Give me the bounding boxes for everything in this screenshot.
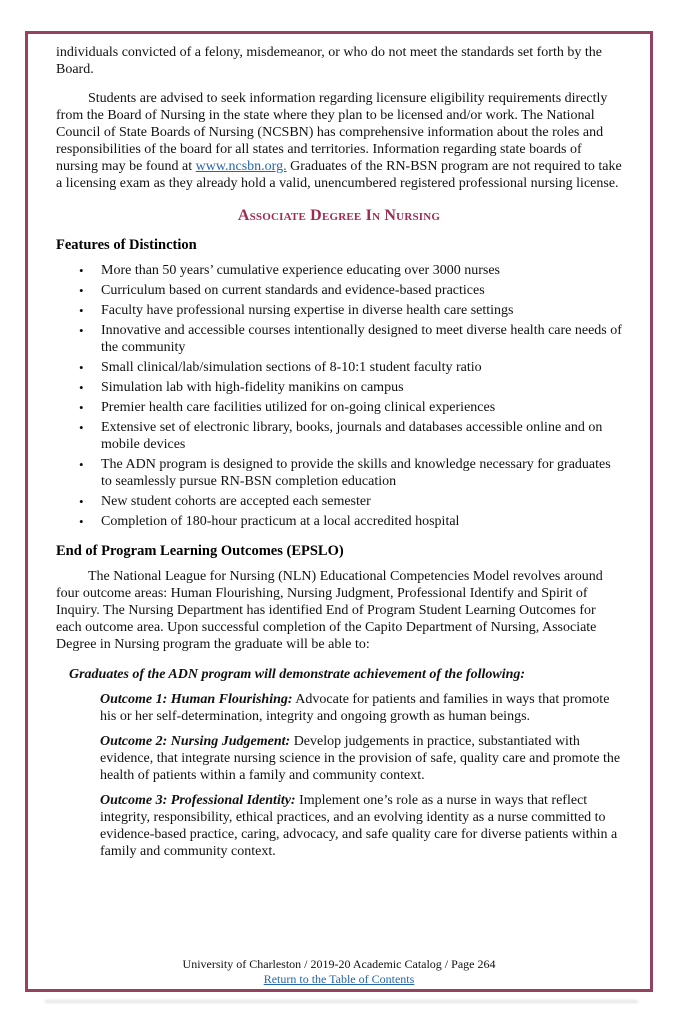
paragraph-nln-model: The National League for Nursing (NLN) Educational Competencies Model revolves around four outcome areas: Human Flourishing, Nursing Judgment, Professional Identify and Spirit of Inquiry. The Nursing Department has identified End of Program Student Learning Outcomes for each outcome area. Upon successful completion of the Capito Department of Nursing, Associate Degree in Nursing program the graduate will be able to: xyxy=(56,569,603,652)
graduates-lead-in: Graduates of the ADN program will demonstrate achievement of the following: xyxy=(69,667,526,682)
footer-citation: University of Charleston / 2019-20 Academic Catalog / Page 264 xyxy=(182,957,496,971)
bullet-icon: • xyxy=(79,420,84,435)
paragraph-text: Graduates of the RN-BSN program are not required to take a licensing exam as they already hold a valid, unencumbered registered professional nursing license. xyxy=(56,159,622,191)
list-item-text: More than 50 years’ cumulative experience educating over 3000 nurses xyxy=(101,263,500,278)
paragraph-licensure-info xyxy=(56,90,622,192)
list-item xyxy=(56,399,622,416)
return-to-toc-link[interactable]: Return to the Table of Contents xyxy=(263,972,415,986)
bullet-icon: • xyxy=(79,360,84,375)
bullet-icon: • xyxy=(79,457,84,472)
list-item xyxy=(56,513,622,530)
list-item xyxy=(56,262,622,279)
outcome-2-label: Outcome 2: Nursing Judgement: xyxy=(100,734,291,749)
paragraph-text: Students are advised to seek information regarding licensure eligibility requirements directly from the Board of Nursing in the state where they plan to be licensed and/or work. The National Council of State Boards of Nursing (NCSBN) has comprehensive information about the roles and responsibilities of the board for all states and territories. Information regarding state boards of nursing may be found at xyxy=(56,91,608,174)
list-item-text: Innovative and accessible courses intentionally designed to meet diverse health care needs of the community xyxy=(101,323,622,355)
outcome-1-paragraph xyxy=(100,691,622,725)
list-item-text: Extensive set of electronic library, books, journals and databases accessible online and on mobile devices xyxy=(101,420,603,452)
section-title-associate-degree-in-nursing: Associate Degree In Nursing xyxy=(237,207,441,224)
outcome-1-label: Outcome 1: Human Flourishing: xyxy=(100,692,293,707)
paragraph-licensure-continuation: individuals convicted of a felony, misdemeanor, or who do not meet the standards set forth by the Board. xyxy=(56,45,602,77)
outcome-3-text: Implement one’s role as a nurse in ways that reflect integrity, responsibility, ethical practices, and an evolving identity as a nurse committed to evidence-based practice, caring, advocacy, and safe quality care for diverse patients within a family and community context. xyxy=(100,793,618,859)
list-item xyxy=(56,322,622,356)
bullet-icon: • xyxy=(79,514,84,529)
bullet-icon: • xyxy=(79,263,84,278)
bullet-icon: • xyxy=(79,400,84,415)
features-list xyxy=(56,262,622,530)
list-item-text: Simulation lab with high-fidelity manikins on campus xyxy=(101,380,404,395)
list-item xyxy=(56,302,622,319)
bullet-icon: • xyxy=(79,494,84,509)
ncsbn-link[interactable]: www.ncsbn.org. xyxy=(195,159,287,174)
outcome-3-paragraph xyxy=(100,792,622,860)
list-item xyxy=(56,419,622,453)
page-footer xyxy=(28,957,650,987)
list-item-text: Small clinical/lab/simulation sections of 8-10:1 student faculty ratio xyxy=(101,360,482,375)
list-item xyxy=(56,379,622,396)
bullet-icon: • xyxy=(79,323,84,338)
list-item xyxy=(56,359,622,376)
list-item-text: Faculty have professional nursing expertise in diverse health care settings xyxy=(101,303,514,318)
page-content xyxy=(28,34,650,989)
outcome-3-label: Outcome 3: Professional Identity: xyxy=(100,793,296,808)
page-border-frame xyxy=(25,31,653,992)
epslo-heading: End of Program Learning Outcomes (EPSLO) xyxy=(56,543,344,559)
list-item xyxy=(56,282,622,299)
list-item-text: Curriculum based on current standards and evidence-based practices xyxy=(101,283,485,298)
outcome-1-text: Advocate for patients and families in ways that promote his or her self-determination, integrity and ongoing growth as human beings. xyxy=(100,692,610,724)
bullet-icon: • xyxy=(79,380,84,395)
list-item xyxy=(56,456,622,490)
list-item-text: Premier health care facilities utilized for on-going clinical experiences xyxy=(101,400,496,415)
list-item-text: New student cohorts are accepted each semester xyxy=(101,494,371,509)
list-item-text: The ADN program is designed to provide the skills and knowledge necessary for graduates to seamlessly pursue RN-BSN completion education xyxy=(101,457,611,489)
scan-artifact xyxy=(45,1000,638,1003)
bullet-icon: • xyxy=(79,283,84,298)
bullet-icon: • xyxy=(79,303,84,318)
list-item xyxy=(56,493,622,510)
features-of-distinction-heading: Features of Distinction xyxy=(56,237,197,253)
list-item-text: Completion of 180-hour practicum at a local accredited hospital xyxy=(101,514,460,529)
outcome-2-paragraph xyxy=(100,733,622,784)
outcome-2-text: Develop judgements in practice, substantiated with evidence, that integrate nursing science in the provision of safe, quality care and promote the health of patients within a family and community context. xyxy=(100,734,621,783)
